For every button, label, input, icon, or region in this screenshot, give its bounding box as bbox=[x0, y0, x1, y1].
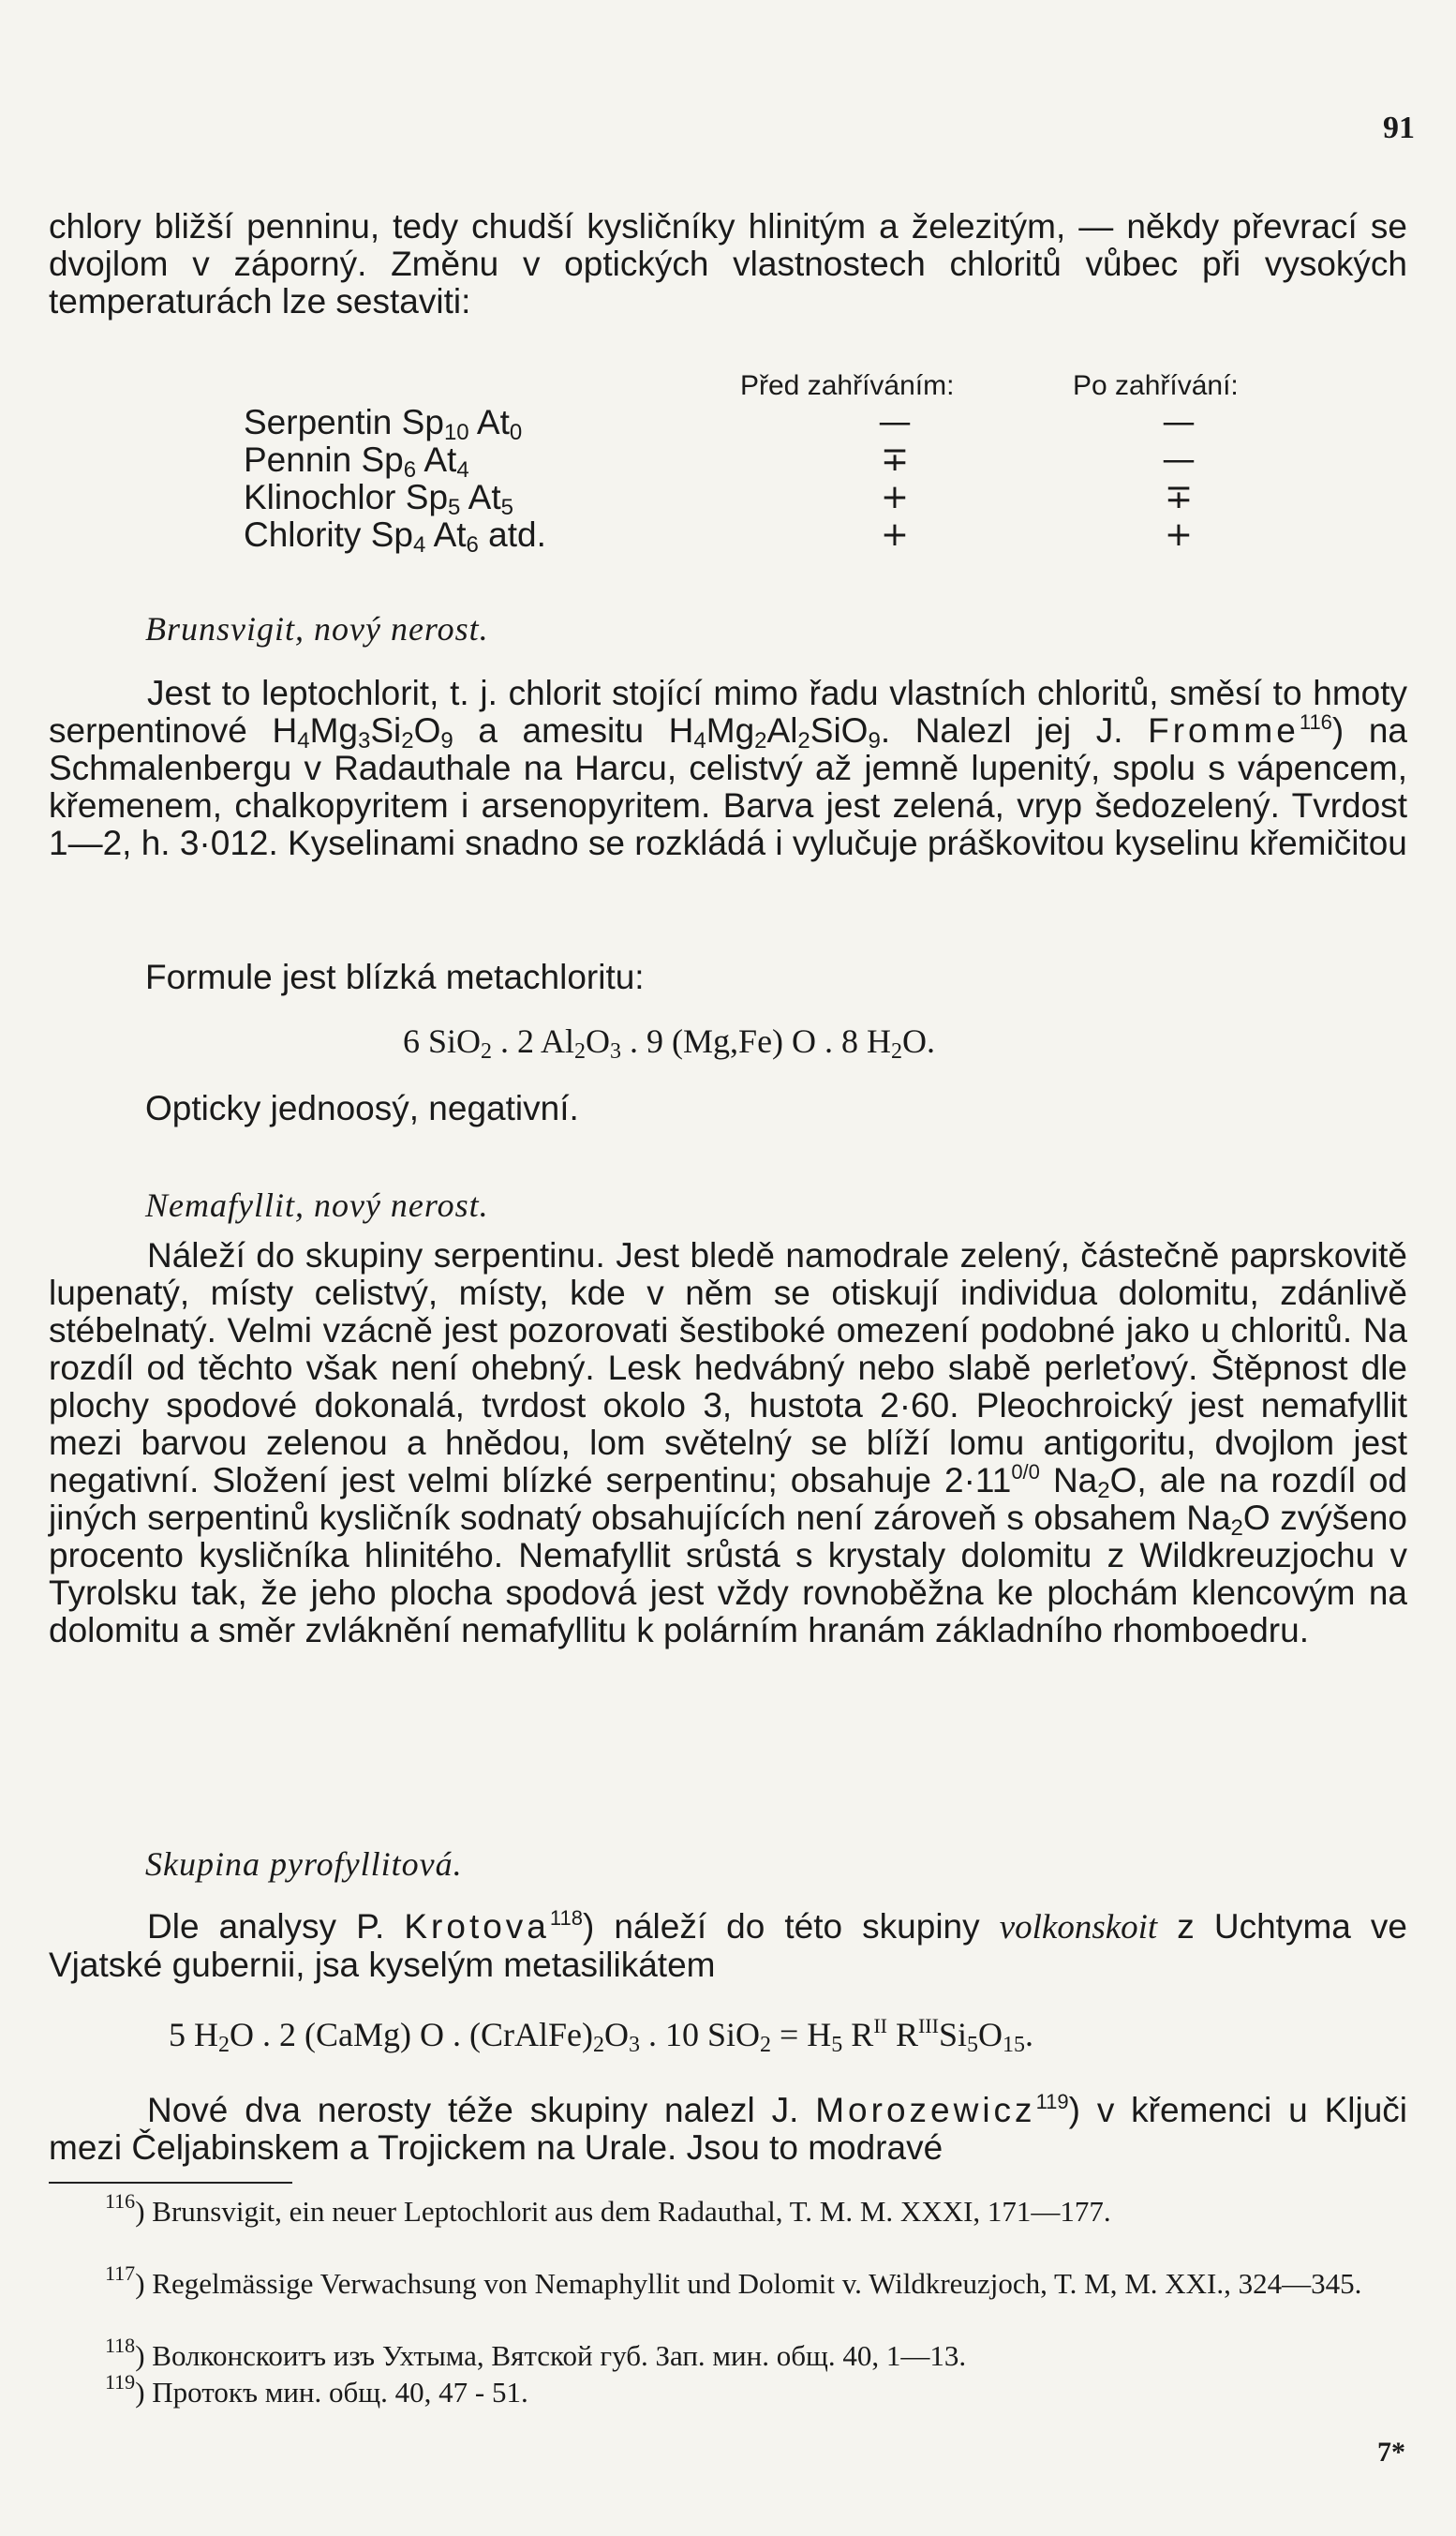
footnote-divider bbox=[49, 2182, 292, 2184]
sign-after: — bbox=[1162, 440, 1196, 479]
table-header-after: Po zahřívání: bbox=[1073, 370, 1239, 401]
sign-before: + bbox=[880, 478, 910, 516]
table-row: Chlority $Sp_4$ $At_6$ atd. bbox=[244, 515, 546, 558]
formula-serpentine: $H_4Mg_3Si_2O_9$ bbox=[272, 711, 453, 753]
optics-note: Opticky jednoosý, negativní. bbox=[145, 1089, 579, 1127]
sign-after: + bbox=[1164, 515, 1194, 554]
sign-after: ∓ bbox=[1164, 478, 1194, 516]
metachlorite-formula: 6 SiO$_2$ . 2 $Al_2O_3$ . 9 (Mg,Fe) O . 8 $H_2O$. bbox=[403, 1022, 936, 1064]
footnote-ref-118[interactable]: 118 bbox=[549, 1906, 583, 1930]
nemafyllit-paragraph: Náleží do skupiny serpentinu. Jest bledě namodrale zelený, částečně paprskovitě lupenatý, místy celistvý, místy, kde v něm se otiskují individua dolomitu, zdánlivě stébelnatý. Velmi vzácně jest pozorovati šestiboké omezení podobné jako u chloritů. Na rozdíl od těchto však není ohebný. Lesk hedvábný nebo slabě perleťový. Štěpnost dle plochy spodové dokonalá, tvrdost okolo 3, hustota 2·60. Pleochroický jest nemafyllit mezi barvou zelenou a hnědou, lom světelný se blíží lomu antigoritu, dvojlom jest negativní. Složení jest velmi blízké serpentinu; obsahuje $2\cdot 11^{0/0}$ $Na_2O$, ale na rozdíl od jiných serpentinů kysličník sodnatý obsahujících není zároveň s obsahem $Na_2O$ zvýšeno procento kysličníka hlinitého. Nemafyllit srůstá s krystaly dolomitu z Wildkreuzjochu v Tyrolsku tak, že jeho plocha spodová jest vždy rovnoběžna ke plochám klencovým na dolomitu a směr zvláknění nemafyllitu k polárním hranám základního rhomboedru. bbox=[49, 1236, 1408, 1649]
table-row: Klinochlor $Sp_5$ $At_5$ bbox=[244, 478, 513, 520]
footnote-ref-116[interactable]: 116 bbox=[1299, 710, 1332, 734]
brunsvigit-paragraph: Jest to leptochlorit, t. j. chlorit stojící mimo řadu vlastních chloritů, směsí to hmoty serpentinové $H_4Mg_3Si_2O_9$ a amesitu $H_4Mg_2Al_2SiO_9$. Nalezl jej J. Fromme$^{116}$) na Schmalenbergu v Radauthale na Harcu, celistvý až jemně lupenitý, spolu s vápencem, křemenem, chalkopyritem i arsenopyritem. Barva jest zelená, vryp šedozelený. Tvrdost 1—2, h. 3·012. Kyselinami snadno se rozkládá i vylučuje práškovitou kyselinu křemičitou bbox=[49, 674, 1407, 862]
formula-intro: Formule jest blízká metachloritu: bbox=[145, 958, 645, 996]
section-heading-nemafyllit: Nemafyllit, nový nerost. bbox=[145, 1186, 489, 1224]
section-heading-pyrofyllit: Skupina pyrofyllitová. bbox=[145, 1845, 463, 1883]
volkonskoit-formula: 5 $H_2O$ . 2 (CaMg) O . $(CrAlFe)_2O_3$ . 10 $SiO_2 = H_5$ $R^{II}$ $R^{III}Si_5O_{15}$. bbox=[169, 2014, 1033, 2057]
footnote-119: $^{119}$) Протокъ мин. общ. 40, 47 - 51. bbox=[105, 2370, 528, 2409]
percent-sign: 0/0 bbox=[1011, 1460, 1040, 1484]
sign-after: — bbox=[1162, 403, 1196, 441]
intro-paragraph: chlory bližší penninu, tedy chudší kysličníky hlinitým a železitým, — někdy převrací se dvojlom v záporný. Změnu v optických vlastnostech chloritů vůbec při vysokých temperaturách lze sestaviti: bbox=[49, 207, 1407, 321]
mineral-name: Serpentin bbox=[244, 403, 393, 441]
author-krotova: Krotova bbox=[404, 1907, 550, 1946]
mineral-volkonskoit: volkonskoit bbox=[999, 1908, 1158, 1947]
table-row: Pennin $Sp_6$ $At_4$ bbox=[244, 440, 469, 483]
author-fromme: Fromme bbox=[1148, 711, 1300, 750]
author-morozewicz: Morozewicz bbox=[815, 2091, 1036, 2129]
footnote-116: $^{116}$) Brunsvigit, ein neuer Leptochlorit aus dem Radauthal, T. M. M. XXXI, 171—177. bbox=[105, 2189, 1111, 2228]
sign-before: ∓ bbox=[880, 440, 910, 479]
page-number: 91 bbox=[1383, 111, 1415, 145]
formula-amesite: $H_4Mg_2Al_2SiO_9$ bbox=[668, 711, 881, 753]
table-row: Serpentin $Sp_{10}$ $At_0$ bbox=[244, 403, 523, 445]
footnote-ref-119[interactable]: 119 bbox=[1035, 2090, 1069, 2113]
sign-before: + bbox=[880, 515, 910, 554]
mineral-name: Chlority bbox=[244, 515, 362, 554]
morozewicz-paragraph: Nové dva nerosty téže skupiny nalezl J. Morozewicz$^{119}$) v křemenci u Ključi mezi Čeljabinskem a Trojickem na Urale. Jsou to modravé bbox=[49, 2090, 1407, 2167]
footnote-118: $^{118}$) Волконскоитъ изъ Ухтыма, Вятской губ. Зап. мин. общ. 40, 1—13. bbox=[105, 2334, 967, 2372]
table-header-before: Před zahříváním: bbox=[740, 370, 955, 401]
pyrofyllit-paragraph: Dle analysy P. Krotova$^{118}$) náleží do této skupiny volkonskoit z Uchtyma ve Vjatské gubernii, jsa kyselým metasilikátem bbox=[49, 1906, 1407, 1984]
footnote-117: $^{117}$) Regelmässige Verwachsung von Nemaphyllit und Dolomit v. Wildkreuzjoch, T. M, M. XXI., 324—345. bbox=[105, 2261, 1362, 2300]
mineral-name: Pennin bbox=[244, 440, 352, 479]
signature-mark: 7* bbox=[1377, 2437, 1405, 2468]
sign-before: — bbox=[878, 403, 912, 441]
section-heading-brunsvigit: Brunsvigit, nový nerost. bbox=[145, 610, 489, 648]
mineral-name: Klinochlor bbox=[244, 478, 396, 516]
